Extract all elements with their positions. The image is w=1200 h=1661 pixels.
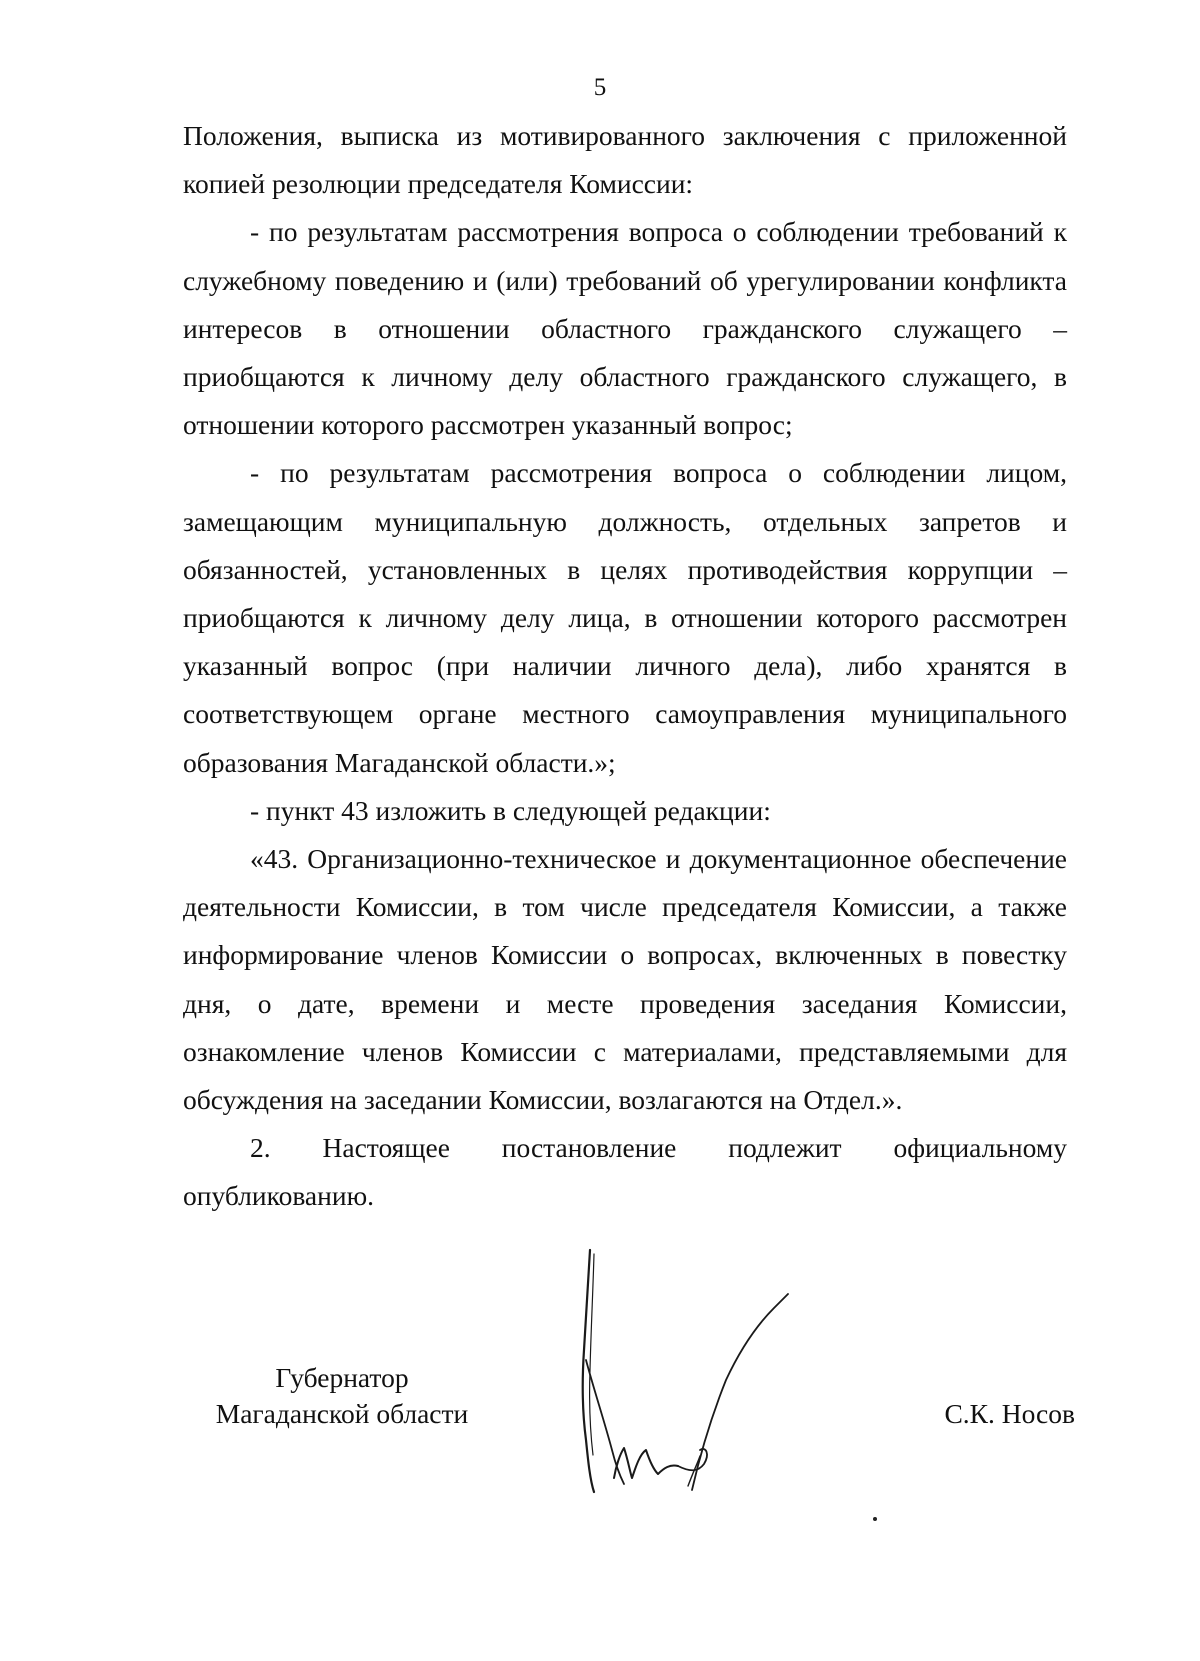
paragraph-item-43: «43. Организационно-техническое и документационное обеспечение деятельности Комиссии, в том числе председателя Комиссии, а также информирование членов Комиссии о вопросах, включенных в повестку дня, о дате, времени и месте проведения заседания Комиссии, ознакомление членов Комиссии с материалами, представляемыми для обсуждения на заседании Комиссии, возлагаются на Отдел.». bbox=[183, 843, 1067, 1116]
paragraph-publication: 2. Настоящее постановление подлежит официальному опубликованию. bbox=[183, 1132, 1067, 1212]
paragraph-municipal-official: - по результатам рассмотрения вопроса о соблюдении лицом, замещающим муниципальную должность, отдельных запретов и обязанностей, установленных в целях противодействия коррупции – приобщаются к личному делу лица, в отношении которого рассмотрен указанный вопрос (при наличии личного дела), либо хранятся в соответствующем органе местного самоуправления муниципального образования Магаданской области.»; bbox=[183, 457, 1067, 778]
ink-dot bbox=[873, 1517, 877, 1521]
document-body bbox=[183, 112, 1067, 1221]
paragraph-continuation: Положения, выписка из мотивированного заключения с приложенной копией резолюции председателя Комиссии: bbox=[183, 120, 1067, 200]
paragraph-civil-servant: - по результатам рассмотрения вопроса о соблюдении требований к служебному поведению и (или) требований об урегулировании конфликта интересов в отношении областного гражданского служащего – приобщаются к личному делу областного гражданского служащего, в отношении которого рассмотрен указанный вопрос; bbox=[183, 216, 1067, 441]
position-line-2: Магаданской области bbox=[215, 1398, 469, 1429]
position-line-1: Губернатор bbox=[275, 1362, 409, 1393]
paragraph-item-43-intro: - пункт 43 изложить в следующей редакции: bbox=[250, 794, 771, 826]
page-number: 5 bbox=[593, 74, 607, 101]
signatory-position bbox=[182, 1360, 502, 1432]
signatory-name: С.К. Носов bbox=[944, 1398, 1075, 1429]
handwritten-signature bbox=[560, 1240, 800, 1500]
